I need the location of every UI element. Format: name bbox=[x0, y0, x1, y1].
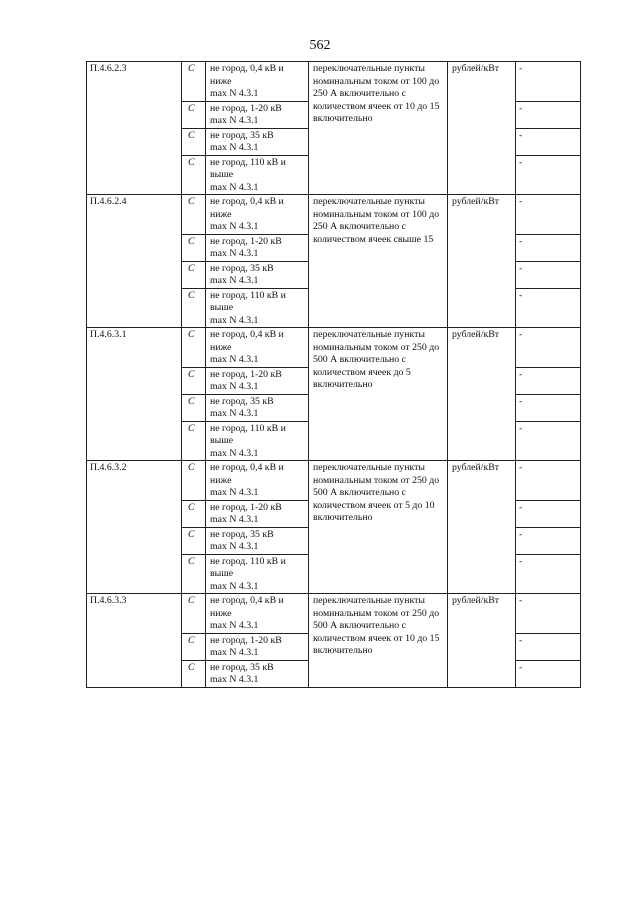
row-value: - bbox=[516, 328, 581, 368]
row-letter: С bbox=[182, 155, 206, 195]
row-code: П.4.6.3.1 bbox=[87, 328, 182, 461]
row-description: переключательные пункты номинальным током от 100 до 250 А включительно с количеством ячеек свыше 15 bbox=[309, 195, 448, 328]
row-value: - bbox=[516, 234, 581, 261]
row-value: - bbox=[516, 128, 581, 155]
tariff-table bbox=[86, 61, 581, 688]
row-value: - bbox=[516, 500, 581, 527]
row-condition: не город, 35 кВ max N 4.3.1 bbox=[206, 261, 309, 288]
row-value: - bbox=[516, 261, 581, 288]
row-condition: не город, 35 кВ max N 4.3.1 bbox=[206, 128, 309, 155]
row-letter: С bbox=[182, 554, 206, 594]
row-value: - bbox=[516, 288, 581, 328]
row-value: - bbox=[516, 101, 581, 128]
table-row bbox=[87, 195, 581, 235]
row-unit: рублей/кВт bbox=[448, 328, 516, 461]
tariff-table-body bbox=[87, 62, 581, 688]
row-value: - bbox=[516, 660, 581, 687]
row-condition: не город, 1-20 кВ max N 4.3.1 bbox=[206, 101, 309, 128]
row-unit: рублей/кВт bbox=[448, 62, 516, 195]
row-letter: С bbox=[182, 128, 206, 155]
row-unit: рублей/кВт bbox=[448, 461, 516, 594]
row-unit: рублей/кВт bbox=[448, 594, 516, 688]
row-condition: не город, 0,4 кВ и ниже max N 4.3.1 bbox=[206, 328, 309, 368]
row-letter: С bbox=[182, 527, 206, 554]
row-description: переключательные пункты номинальным током от 100 до 250 А включительно с количеством ячеек от 10 до 15 включительно bbox=[309, 62, 448, 195]
row-description: переключательные пункты номинальным током от 250 до 500 А включительно с количеством ячеек от 5 до 10 включительно bbox=[309, 461, 448, 594]
page-number: 562 bbox=[309, 38, 331, 53]
row-condition: не город, 35 кВ max N 4.3.1 bbox=[206, 660, 309, 687]
table-row bbox=[87, 594, 581, 634]
row-letter: С bbox=[182, 660, 206, 687]
row-value: - bbox=[516, 554, 581, 594]
row-description: переключательные пункты номинальным током от 250 до 500 А включительно с количеством ячеек от 10 до 15 включительно bbox=[309, 594, 448, 688]
row-description: переключательные пункты номинальным током от 250 до 500 А включительно с количеством ячеек до 5 включительно bbox=[309, 328, 448, 461]
row-unit: рублей/кВт bbox=[448, 195, 516, 328]
table-row bbox=[87, 328, 581, 368]
row-letter: С bbox=[182, 394, 206, 421]
row-condition: не город, 110 кВ и выше max N 4.3.1 bbox=[206, 155, 309, 195]
row-letter: С bbox=[182, 261, 206, 288]
row-letter: С bbox=[182, 195, 206, 235]
row-condition: не город, 1-20 кВ max N 4.3.1 bbox=[206, 234, 309, 261]
row-letter: С bbox=[182, 461, 206, 501]
row-condition: не город, 1-20 кВ max N 4.3.1 bbox=[206, 367, 309, 394]
row-letter: С bbox=[182, 328, 206, 368]
row-condition: не город. 110 кВ и выше max N 4.3.1 bbox=[206, 554, 309, 594]
row-letter: С bbox=[182, 421, 206, 461]
row-value: - bbox=[516, 421, 581, 461]
row-value: - bbox=[516, 394, 581, 421]
row-condition: не город, 35 кВ max N 4.3.1 bbox=[206, 394, 309, 421]
row-value: - bbox=[516, 633, 581, 660]
row-condition: не город, 0,4 кВ и ниже max N 4.3.1 bbox=[206, 461, 309, 501]
row-letter: С bbox=[182, 101, 206, 128]
row-value: - bbox=[516, 367, 581, 394]
row-condition: не город, 0,4 кВ и ниже max N 4.3.1 bbox=[206, 594, 309, 634]
row-condition: не город, 110 кВ и выше max N 4.3.1 bbox=[206, 421, 309, 461]
table-row bbox=[87, 62, 581, 102]
table-row bbox=[87, 461, 581, 501]
row-letter: С bbox=[182, 367, 206, 394]
row-condition: не город, 0,4 кВ и ниже max N 4.3.1 bbox=[206, 62, 309, 102]
row-value: - bbox=[516, 461, 581, 501]
row-letter: С bbox=[182, 500, 206, 527]
row-condition: не город, 1-20 кВ max N 4.3.1 bbox=[206, 633, 309, 660]
row-letter: С bbox=[182, 62, 206, 102]
row-code: П.4.6.3.3 bbox=[87, 594, 182, 688]
row-letter: С bbox=[182, 288, 206, 328]
row-letter: С bbox=[182, 234, 206, 261]
row-value: - bbox=[516, 527, 581, 554]
row-value: - bbox=[516, 155, 581, 195]
row-condition: не город, 1-20 кВ max N 4.3.1 bbox=[206, 500, 309, 527]
row-letter: С bbox=[182, 633, 206, 660]
row-code: П.4.6.3.2 bbox=[87, 461, 182, 594]
row-condition: не город, 35 кВ max N 4.3.1 bbox=[206, 527, 309, 554]
row-letter: С bbox=[182, 594, 206, 634]
row-condition: не город, 110 кВ и выше max N 4.3.1 bbox=[206, 288, 309, 328]
row-value: - bbox=[516, 62, 581, 102]
row-condition: не город, 0,4 кВ и ниже max N 4.3.1 bbox=[206, 195, 309, 235]
row-value: - bbox=[516, 594, 581, 634]
row-value: - bbox=[516, 195, 581, 235]
row-code: П.4.6.2.3 bbox=[87, 62, 182, 195]
row-code: П.4.6.2.4 bbox=[87, 195, 182, 328]
